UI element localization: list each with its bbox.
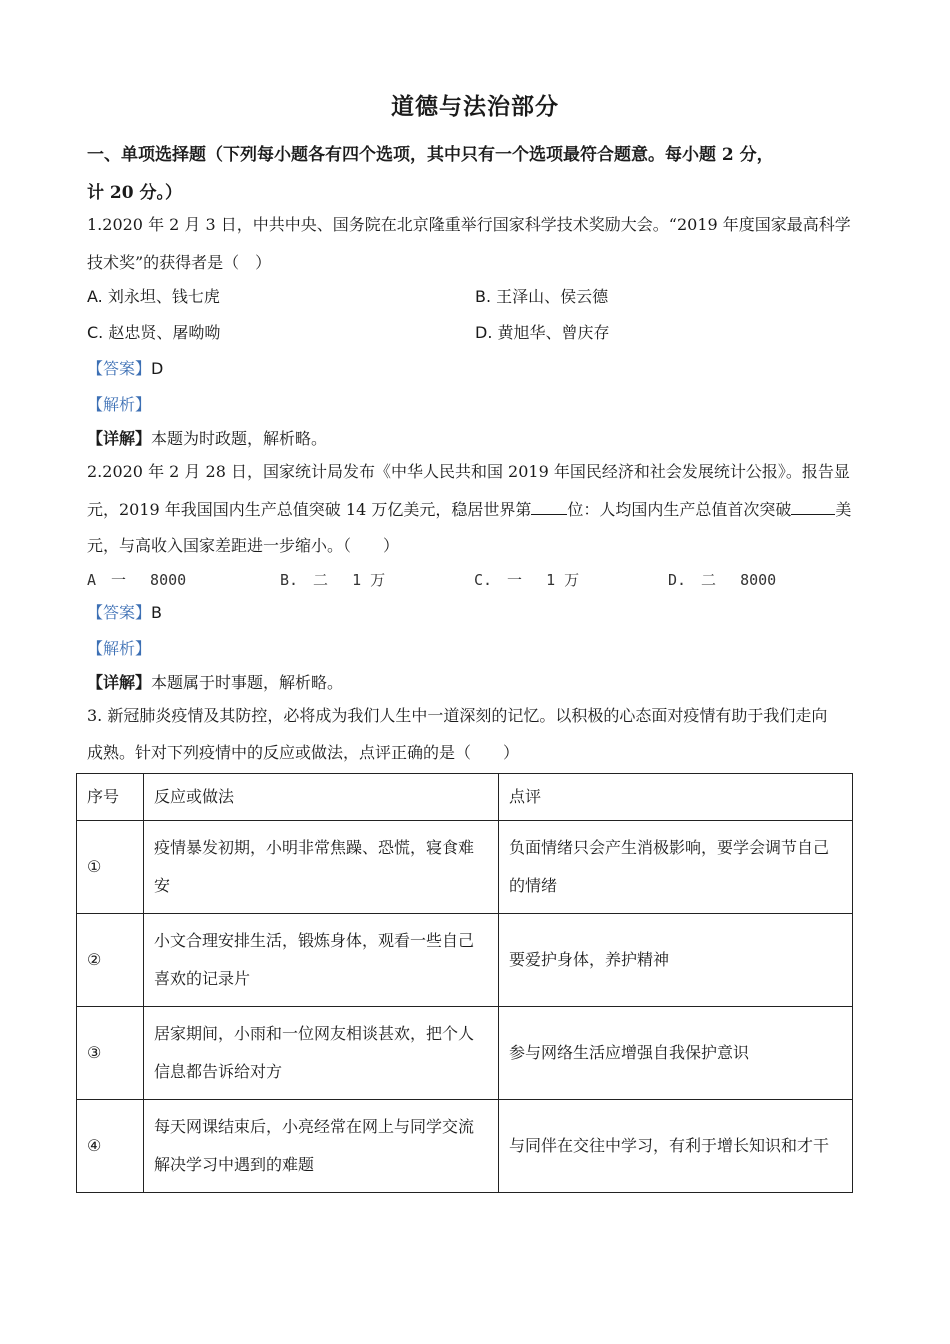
q2-analysis-tag: 【解析】 [87, 639, 152, 658]
q2-detail-tag: 【详解】 [87, 673, 152, 692]
q3-row-action: 每天网课结束后，小亮经常在网上与同学交流解决学习中遇到的难题 [144, 1100, 499, 1193]
q2-option-b: B. 二 1 万 [280, 571, 386, 589]
q2-blank-2 [791, 498, 835, 515]
q3-row-comment: 与同伴在交往中学习，有利于增长知识和才干 [499, 1100, 853, 1193]
q1-answer-tag: 【答案】 [87, 359, 152, 378]
q3-header-comment: 点评 [499, 774, 853, 821]
q3-row-number: ① [77, 821, 144, 914]
table-row [77, 1100, 853, 1193]
q3-row-number: ④ [77, 1100, 144, 1193]
q2-option-a: A 一 8000 [87, 571, 187, 589]
q2-blank-1 [531, 498, 567, 515]
table-row [77, 914, 853, 1007]
q1-answer-value: D [151, 359, 164, 378]
q3-row-action: 疫情暴发初期，小明非常焦躁、恐慌，寝食难安 [144, 821, 499, 914]
q2-stem-line2-part3: 美 [835, 500, 852, 519]
q2-detail-text: 本题属于时事题，解析略。 [151, 673, 344, 692]
q3-header-number: 序号 [77, 774, 144, 821]
q2-stem-line2-part2: 位：人均国内生产总值首次突破 [567, 500, 792, 519]
q3-row-number: ② [77, 914, 144, 1007]
q3-row-comment: 负面情绪只会产生消极影响，要学会调节自己的情绪 [499, 821, 853, 914]
q1-detail-tag: 【详解】 [87, 429, 152, 448]
q3-row-action: 居家期间，小雨和一位网友相谈甚欢，把个人信息都告诉给对方 [144, 1007, 499, 1100]
section-heading-line2: 计 20 分。） [87, 183, 182, 203]
q1-option-c: C. 赵忠贤、屠呦呦 [87, 323, 221, 342]
q2-analysis [87, 638, 151, 660]
q2-stem-line2-part1: 元，2019 年我国国内生产总值突破 14 万亿美元，稳居世界第 [87, 500, 532, 519]
section-heading [87, 136, 867, 212]
q2-stem-line2 [87, 498, 851, 521]
q3-stem-line2: 成熟。针对下列疫情中的反应或做法，点评正确的是（ ） [87, 743, 520, 762]
table-row [77, 821, 853, 914]
q2-stem-line3: 元，与高收入国家差距进一步缩小。（ ） [87, 536, 400, 555]
q1-stem-line2: 技术奖”的获得者是（ ） [87, 253, 272, 272]
q1-detail [87, 428, 327, 450]
q1-option-b: B. 王泽山、侯云德 [475, 287, 609, 306]
q3-row-comment: 要爱护身体，养护精神 [499, 914, 853, 1007]
q2-answer-value: B [151, 603, 162, 622]
q2-answer-tag: 【答案】 [87, 603, 152, 622]
q1-stem-line1: 1.2020 年 2 月 3 日，中共中央、国务院在北京隆重举行国家科学技术奖励大会。“2019 年度国家最高科学 [87, 215, 851, 234]
q3-table [76, 773, 853, 1193]
q2-option-d: D. 二 8000 [668, 571, 777, 589]
section-heading-line1: 一、单项选择题（下列每小题各有四个选项，其中只有一个选项最符合题意。每小题 2 分， [87, 145, 774, 165]
q1-analysis-tag: 【解析】 [87, 395, 152, 414]
q2-detail [87, 672, 343, 694]
q3-stem-line1: 3. 新冠肺炎疫情及其防控，必将成为我们人生中一道深刻的记忆。以积极的心态面对疫情有助于我们走向 [87, 706, 828, 725]
q1-detail-text: 本题为时政题，解析略。 [151, 429, 328, 448]
q2-option-c: C. 一 1 万 [474, 571, 580, 589]
table-row [77, 1007, 853, 1100]
q2-answer [87, 602, 162, 624]
q3-row-number: ③ [77, 1007, 144, 1100]
q1-answer [87, 358, 163, 380]
q1-analysis [87, 394, 151, 416]
q3-header-action: 反应或做法 [144, 774, 499, 821]
page-title: 道德与法治部分 [391, 93, 559, 120]
q3-row-comment: 参与网络生活应增强自我保护意识 [499, 1007, 853, 1100]
q3-row-action: 小文合理安排生活，锻炼身体，观看一些自己喜欢的记录片 [144, 914, 499, 1007]
q2-stem-line1: 2.2020 年 2 月 28 日，国家统计局发布《中华人民共和国 2019 年国民经济和社会发展统计公报》。报告显 [87, 462, 850, 481]
q1-option-a: A. 刘永坦、钱七虎 [87, 287, 220, 306]
q3-table-header-row [77, 774, 853, 821]
q1-option-d: D. 黄旭华、曾庆存 [475, 323, 610, 342]
